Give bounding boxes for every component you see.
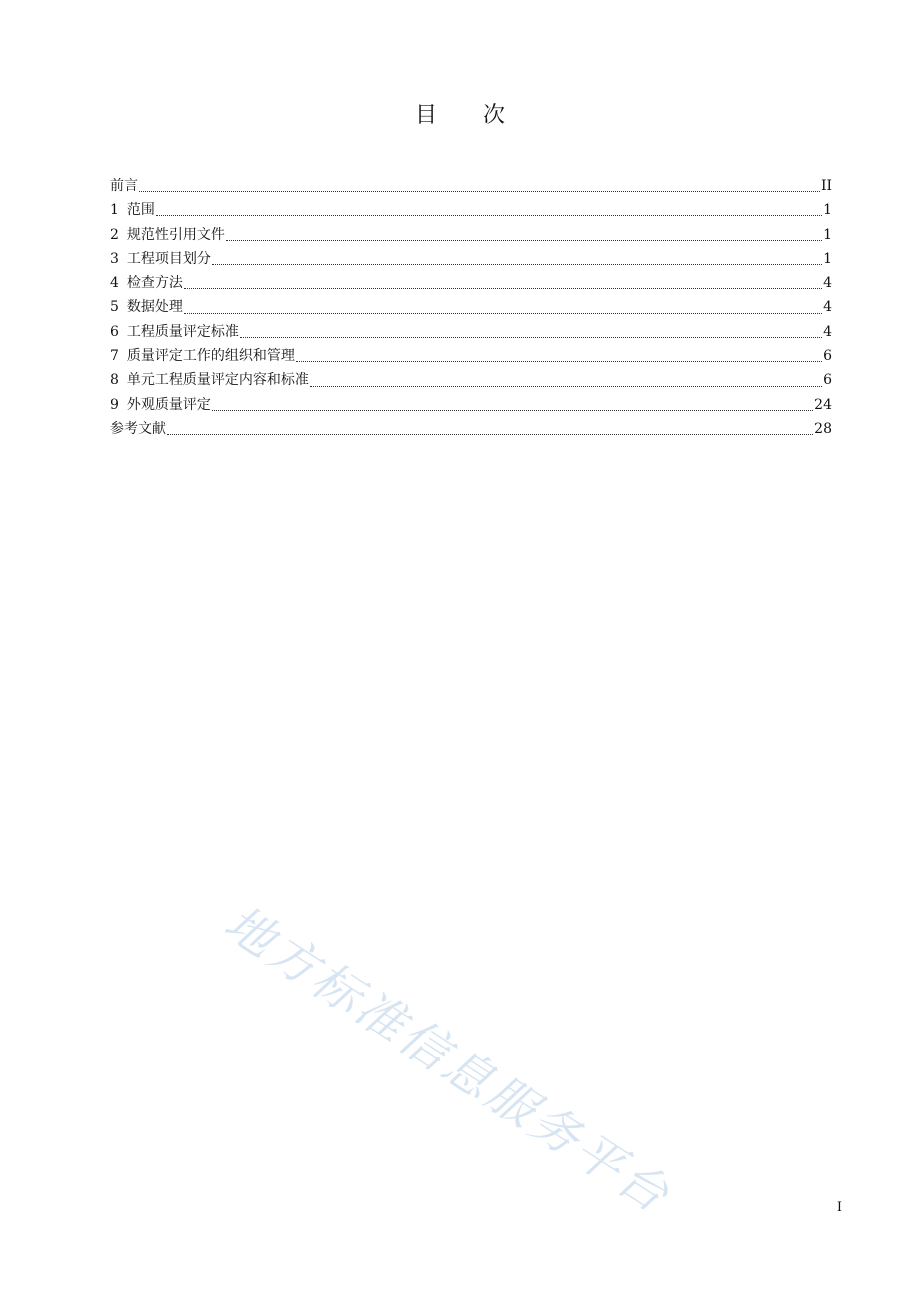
toc-entry-number: 5	[110, 299, 119, 316]
toc-leader-dots	[184, 301, 822, 315]
toc-leader-dots	[212, 252, 822, 266]
toc-entry-page: 1	[823, 226, 832, 243]
toc-entry-number: 4	[110, 275, 119, 292]
toc-entry-number: 6	[110, 323, 119, 340]
toc-entry-9[interactable]	[110, 393, 832, 417]
toc-entry-label: 检查方法	[126, 275, 183, 292]
toc-entry-number: 9	[110, 396, 119, 413]
toc-entry-page: 6	[823, 348, 832, 365]
toc-entry-page: 4	[823, 299, 832, 316]
toc-entry-page: 4	[823, 275, 832, 292]
toc-entry-label: 单元工程质量评定内容和标准	[126, 372, 309, 389]
watermark: 地方标准信息服务平台	[214, 894, 681, 1225]
toc-entry-page: 28	[814, 420, 832, 437]
toc-entry-page: 4	[823, 323, 832, 340]
toc-entry-2[interactable]	[110, 223, 832, 247]
toc-leader-dots	[310, 374, 822, 388]
toc-entry-3[interactable]	[110, 247, 832, 271]
toc-entry-label: 范围	[126, 202, 155, 219]
toc-entry-number: 2	[110, 226, 119, 243]
toc-entry-label: 数据处理	[126, 299, 183, 316]
toc-entry-references[interactable]	[110, 417, 832, 441]
toc-entry-label: 外观质量评定	[126, 396, 211, 413]
toc-leader-dots	[212, 398, 813, 412]
page-title: 目次	[414, 103, 551, 128]
toc-leader-dots	[240, 325, 822, 339]
toc-entry-label: 工程质量评定标准	[126, 323, 239, 340]
toc-entry-number: 8	[110, 372, 119, 389]
toc-entry-label: 前言	[110, 178, 138, 194]
page-number: I	[836, 1200, 842, 1215]
toc-entry-label: 工程项目划分	[126, 250, 211, 267]
toc-leader-dots	[296, 349, 822, 363]
toc-entry-number: 3	[110, 250, 119, 267]
toc-leader-dots	[184, 276, 822, 290]
toc-entry-label: 参考文献	[110, 420, 166, 437]
toc-entry-4[interactable]	[110, 271, 832, 295]
toc-entry-label: 规范性引用文件	[126, 226, 225, 243]
toc-entry-1[interactable]	[110, 198, 832, 222]
toc-entry-page: 1	[823, 250, 832, 267]
toc-entry-page: 1	[823, 202, 832, 219]
toc-entry-number: 7	[110, 348, 119, 365]
toc-entry-6[interactable]	[110, 320, 832, 344]
toc-leader-dots	[167, 422, 813, 436]
toc-entry-5[interactable]	[110, 295, 832, 319]
toc-entry-page: 6	[823, 372, 832, 389]
toc-entry-7[interactable]	[110, 344, 832, 368]
table-of-contents	[110, 174, 832, 441]
toc-entry-page: II	[820, 178, 832, 194]
toc-entry-8[interactable]	[110, 368, 832, 392]
toc-entry-number: 1	[110, 202, 119, 219]
toc-entry-page: 24	[814, 396, 832, 413]
toc-leader-dots	[156, 203, 822, 217]
toc-entry-foreword[interactable]	[110, 174, 832, 198]
toc-leader-dots	[139, 179, 820, 193]
toc-leader-dots	[226, 228, 822, 242]
toc-entry-label: 质量评定工作的组织和管理	[126, 348, 295, 365]
